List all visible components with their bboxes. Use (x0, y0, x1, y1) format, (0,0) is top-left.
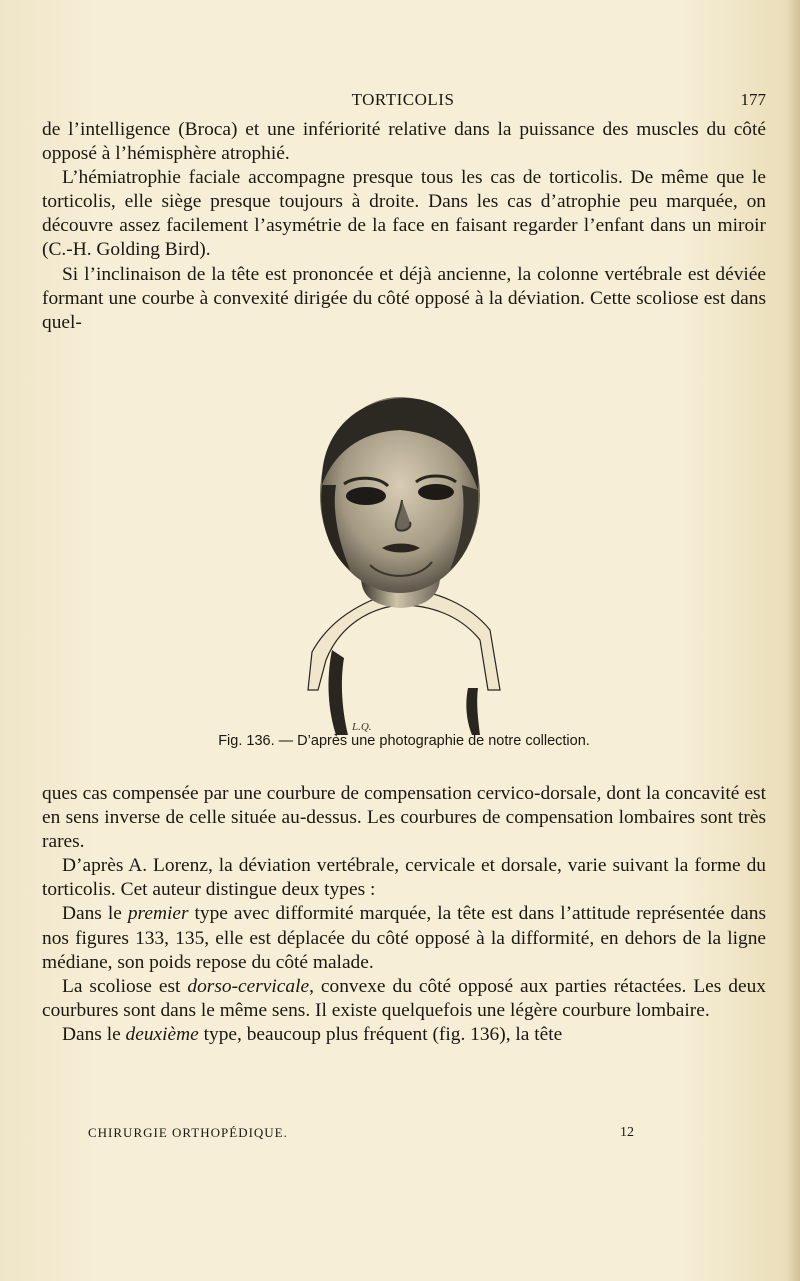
text-run: Dans le (62, 903, 128, 925)
signature-mark: CHIRURGIE ORTHOPÉDIQUE. (88, 1125, 288, 1140)
text-run: , convexe du côté opposé aux parties rétactées. Les deux courbures sont dans le même sens. Il existe quelquefois une légère courbure lombaire. (42, 975, 766, 1021)
text-block-top (42, 118, 766, 335)
text-run: type, beaucoup plus fréquent (fig. 136), la tête (198, 1023, 563, 1045)
left-arm (329, 650, 348, 735)
paragraph: D’après A. Lorenz, la déviation vertébrale, cervicale et dorsale, varie suivant la forme du torticolis. Cet auteur distingue deux types : (42, 855, 766, 901)
emphasis: dorso-cervicale (187, 975, 310, 997)
running-head (40, 90, 766, 112)
page-number: 177 (740, 90, 766, 109)
emphasis: deuxième (125, 1023, 199, 1045)
page-edge-shadow (786, 0, 800, 1281)
figure-136-photograph (240, 390, 560, 740)
right-arm (466, 688, 480, 735)
paragraph (42, 902, 766, 974)
text-block-bottom (42, 782, 766, 1047)
paragraph: de l’intelligence (Broca) et une infériorité relative dans la puissance des muscles du côté opposé à l’hémisphère atrophié. (42, 119, 766, 165)
child-portrait-illustration (240, 390, 560, 740)
figure-caption: Fig. 136. — D’après une photographie de notre collection. (218, 733, 590, 749)
paragraph: Si l’inclinaison de la tête est prononcée et déjà ancienne, la colonne vertébrale est déviée formant une courbe à convexité dirigée du côté opposé à la déviation. Cette scoliose est dans quel- (42, 263, 766, 333)
page-footer (88, 1125, 634, 1145)
paragraph (42, 975, 766, 1023)
signature-number: 12 (620, 1125, 634, 1140)
text-run: type avec difformité marquée, la tête est dans l’attitude représentée dans nos figures 133, 135, elle est déplacée du côté opposé à la difformité, en dehors de la ligne médiane, son poids repose du côté malade. (42, 903, 766, 973)
emphasis: premier (127, 903, 189, 925)
text-run: La scoliose est (62, 975, 188, 997)
left-eye (346, 487, 386, 505)
paragraph: L’hémiatrophie faciale accompagne presque tous les cas de torticolis. De même que le torticolis, elle siège presque toujours à droite. Dans les cas d’atrophie peu marquée, on découvre assez facilement l’asymétrie de la face en faisant regarder l’enfant dans un miroir (C.-H. Golding Bird). (42, 167, 766, 261)
running-title: TORTICOLIS (351, 90, 455, 109)
photographer-initials: L.Q. (352, 721, 372, 733)
text-run: Dans le (62, 1023, 126, 1045)
paragraph (42, 1023, 766, 1047)
right-eye (418, 484, 454, 500)
paragraph: ques cas compensée par une courbure de compensation cervico-dorsale, dont la concavité est en sens inverse de celle située au-dessus. Les courbures de compensation lombaires sont très rares. (42, 783, 766, 853)
